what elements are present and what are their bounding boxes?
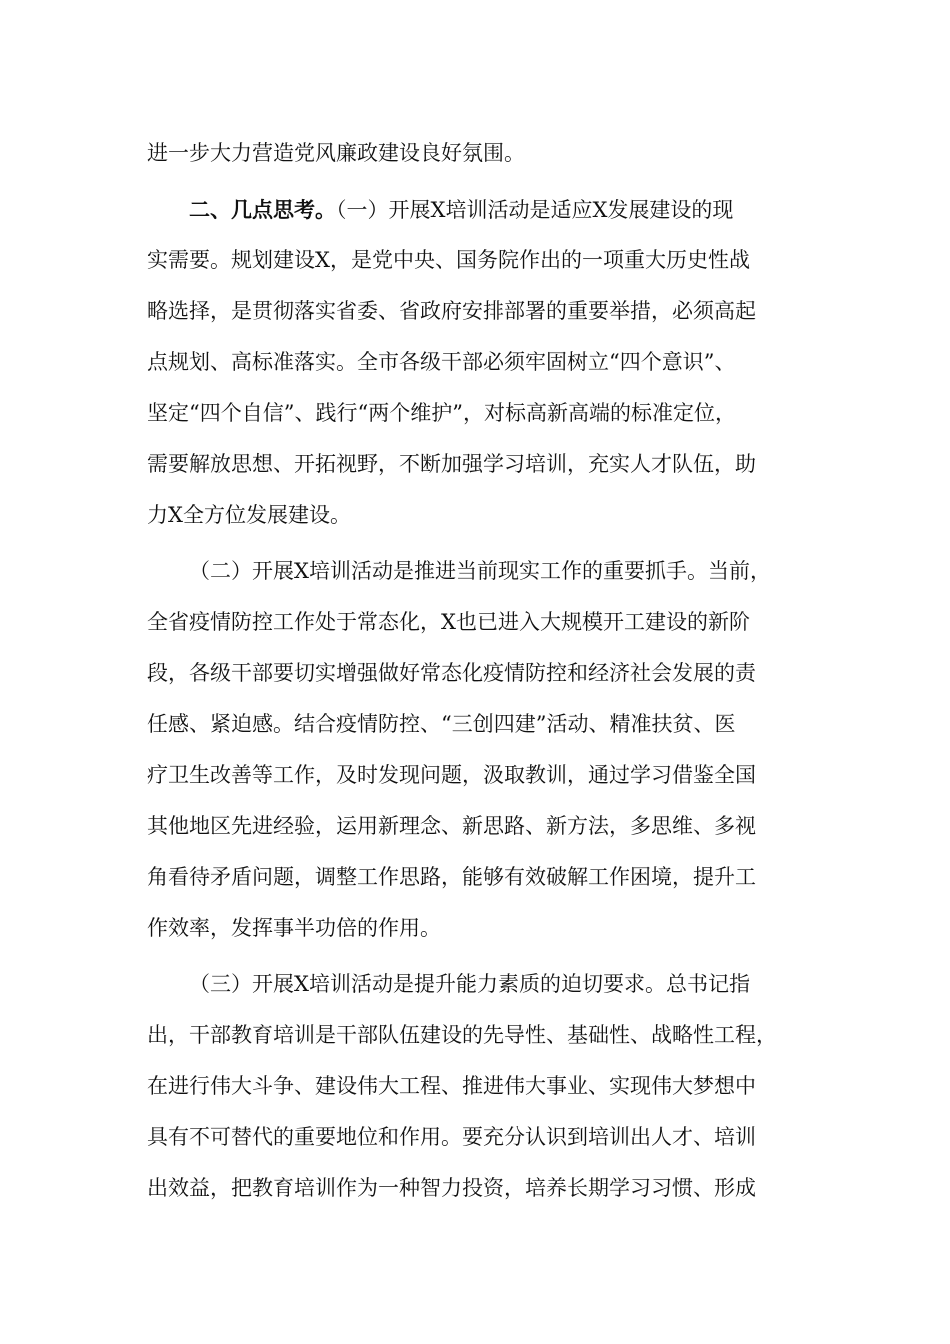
- text-line: 疗卫生改善等工作，及时发现问题，汲取教训，通过学习借鉴全国: [147, 763, 756, 787]
- paragraph-point-three: [147, 959, 827, 1214]
- text-line: 力X全方位发展建设。: [147, 503, 351, 527]
- text-line: 点规划、高标准落实。全市各级干部必须牢固树立“四个意识”、: [147, 350, 736, 374]
- paragraph-continuation: [147, 128, 827, 179]
- paragraph-section-two: [147, 184, 827, 541]
- text-line: 进一步大力营造党风廉政建设良好氛围。: [147, 141, 525, 165]
- text-line: 角看待矛盾问题，调整工作思路，能够有效破解工作困境，提升工: [147, 865, 756, 889]
- text-line-row: [147, 235, 827, 286]
- text-line-row: [147, 750, 827, 801]
- text-line-row: [147, 648, 827, 699]
- text-line: 略选择，是贯彻落实省委、省政府安排部署的重要举措，必须高起: [147, 299, 756, 323]
- text-line: 任感、紧迫感。结合疫情防控、“三创四建”活动、精准扶贫、医: [147, 712, 736, 736]
- text-line: 实需要。规划建设X，是党中央、国务院作出的一项重大历史性战: [147, 248, 750, 272]
- text-line: 出，干部教育培训是干部队伍建设的先导性、基础性、战略性工程，: [147, 1023, 777, 1047]
- text-line: 在进行伟大斗争、建设伟大工程、推进伟大事业、实现伟大梦想中: [147, 1074, 756, 1098]
- section-heading: 二、几点思考。: [189, 197, 336, 222]
- text-line: 坚定“四个自信”、践行“两个维护”，对标高新高端的标准定位，: [147, 401, 736, 425]
- text-line-row: [147, 337, 827, 388]
- text-line: 全省疫情防控工作处于常态化，X也已进入大规模开工建设的新阶: [147, 610, 750, 634]
- text-line-row: [147, 1163, 827, 1214]
- paragraph-point-two: [147, 546, 827, 954]
- text-line-row: [147, 439, 827, 490]
- text-line-row: [147, 1112, 827, 1163]
- text-line-row: [147, 852, 827, 903]
- text-line-row: [147, 1010, 827, 1061]
- text-line: 作效率，发挥事半功倍的作用。: [147, 916, 441, 940]
- text-line-row: [147, 1061, 827, 1112]
- text-line: 其他地区先进经验，运用新理念、新思路、新方法，多思维、多视: [147, 814, 756, 838]
- text-line: 需要解放思想、开拓视野，不断加强学习培训，充实人才队伍，助: [147, 452, 756, 476]
- text-line: 具有不可替代的重要地位和作用。要充分认识到培训出人才、培训: [147, 1125, 756, 1149]
- text-line-row: [147, 903, 827, 954]
- text-line-row: [147, 286, 827, 337]
- paragraph-first-line: [147, 546, 827, 597]
- text-line-row: [147, 388, 827, 439]
- text-line: （二）开展X培训活动是推进当前现实工作的重要抓手。当前，: [189, 559, 771, 583]
- text-line-row: [147, 597, 827, 648]
- text-line-row: [147, 490, 827, 541]
- paragraph-first-line: [147, 959, 827, 1010]
- text-line: 出效益，把教育培训作为一种智力投资，培养长期学习习惯、形成: [147, 1176, 756, 1200]
- text-line-row: [147, 699, 827, 750]
- text-line: （三）开展X培训活动是提升能力素质的迫切要求。总书记指: [189, 972, 750, 996]
- text-line: （一）开展X培训活动是适应X发展建设的现: [336, 198, 734, 222]
- text-line-row: [147, 801, 827, 852]
- text-line: 段，各级干部要切实增强做好常态化疫情防控和经济社会发展的责: [147, 661, 756, 685]
- paragraph-first-line: [147, 184, 827, 235]
- document-body: [147, 128, 827, 1214]
